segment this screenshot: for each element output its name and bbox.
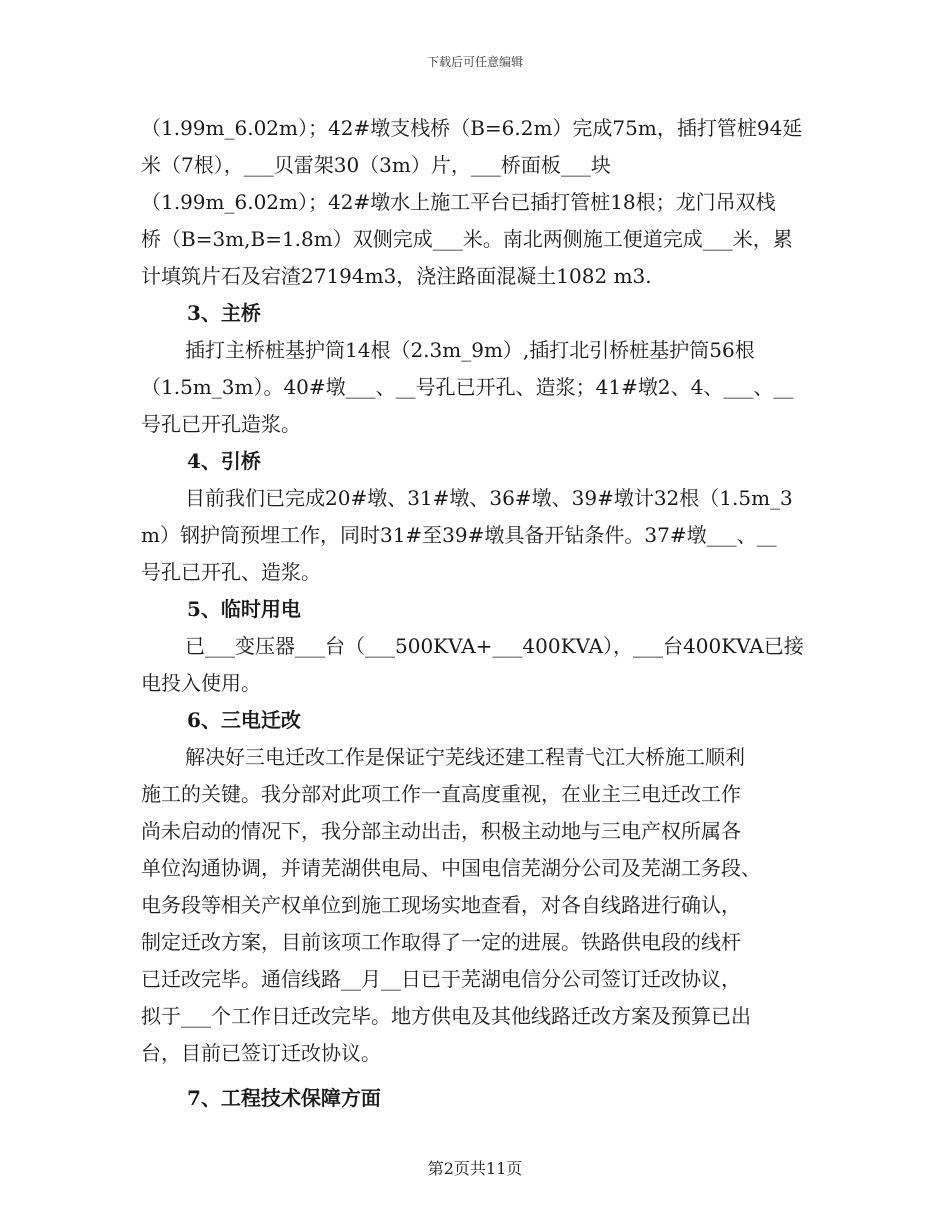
body-line: m）钢护筒预埋工作，同时31#至39#墩具备开钻条件。37#墩___、__ [141,523,777,547]
page-number-footer: 第2页共11页 [427,1159,523,1178]
paragraph-start-line: 解决好三电迁改工作是保证宁芜线还建工程青弋江大桥施工顺利 [185,745,745,769]
body-line: （1.99m_6.02m）；42#墩水上施工平台已插打管桩18根；龙门吊双栈 [141,190,776,214]
body-line: 已迁改完毕。通信线路__月__日已于芜湖电信分公司签订迁改协议， [141,967,741,991]
section-heading-approach-bridge: 4、引桥 [187,449,261,473]
section-heading-main-bridge: 3、主桥 [187,301,261,325]
body-line: 电务段等相关产权单位到施工现场实地查看，对各自线路进行确认， [141,893,741,917]
paragraph-start-line: 已___变压器___台（___500KVA+___400KVA），___台400KVA已接 [185,634,804,658]
body-line: 尚未启动的情况下，我分部主动出击，积极主动地与三电产权所属各 [141,819,741,843]
body-line: （1.99m_6.02m）；42#墩支栈桥（B=6.2m）完成75m，插打管桩94延 [141,116,803,140]
page-header: 下载后可任意编辑 [426,55,523,69]
body-line: 制定迁改方案，目前该项工作取得了一定的进展。铁路供电段的线杆 [141,930,741,954]
paragraph-start-line: 插打主桥桩基护筒14根（2.3m_9m）,插打北引桥桩基护筒56根 [185,338,755,362]
document-body [141,110,811,1117]
body-line: 米（7根），___贝雷架30（3m）片，___桥面板___块 [141,153,611,177]
body-line: 计填筑片石及宕渣27194m3，浇注路面混凝土1082 m3. [141,264,652,288]
paragraph-start-line: 目前我们已完成20#墩、31#墩、36#墩、39#墩计32根（1.5m_3 [185,486,793,510]
body-line: 台，目前已签订迁改协议。 [141,1041,381,1065]
body-line: （1.5m_3m）。40#墩___、__号孔已开孔、造浆；41#墩2、4、___、__ [141,375,794,399]
section-heading-three-utility-relocation: 6、三电迁改 [187,708,301,732]
body-line: 号孔已开孔、造浆。 [141,560,321,584]
section-heading-engineering-support: 7、工程技术保障方面 [187,1086,381,1110]
body-line: 施工的关键。我分部对此项工作一直高度重视，在业主三电迁改工作 [141,782,741,806]
body-line: 拟于___个工作日迁改完毕。地方供电及其他线路迁改方案及预算已出 [141,1004,751,1028]
body-line: 单位沟通协调，并请芜湖供电局、中国电信芜湖分公司及芜湖工务段、 [141,856,761,880]
section-heading-temporary-power: 5、临时用电 [187,597,301,621]
body-line: 电投入使用。 [141,671,261,695]
body-line: 桥（B=3m,B=1.8m）双侧完成___米。南北两侧施工便道完成___米，累 [141,227,793,251]
body-line: 号孔已开孔造浆。 [141,412,301,436]
